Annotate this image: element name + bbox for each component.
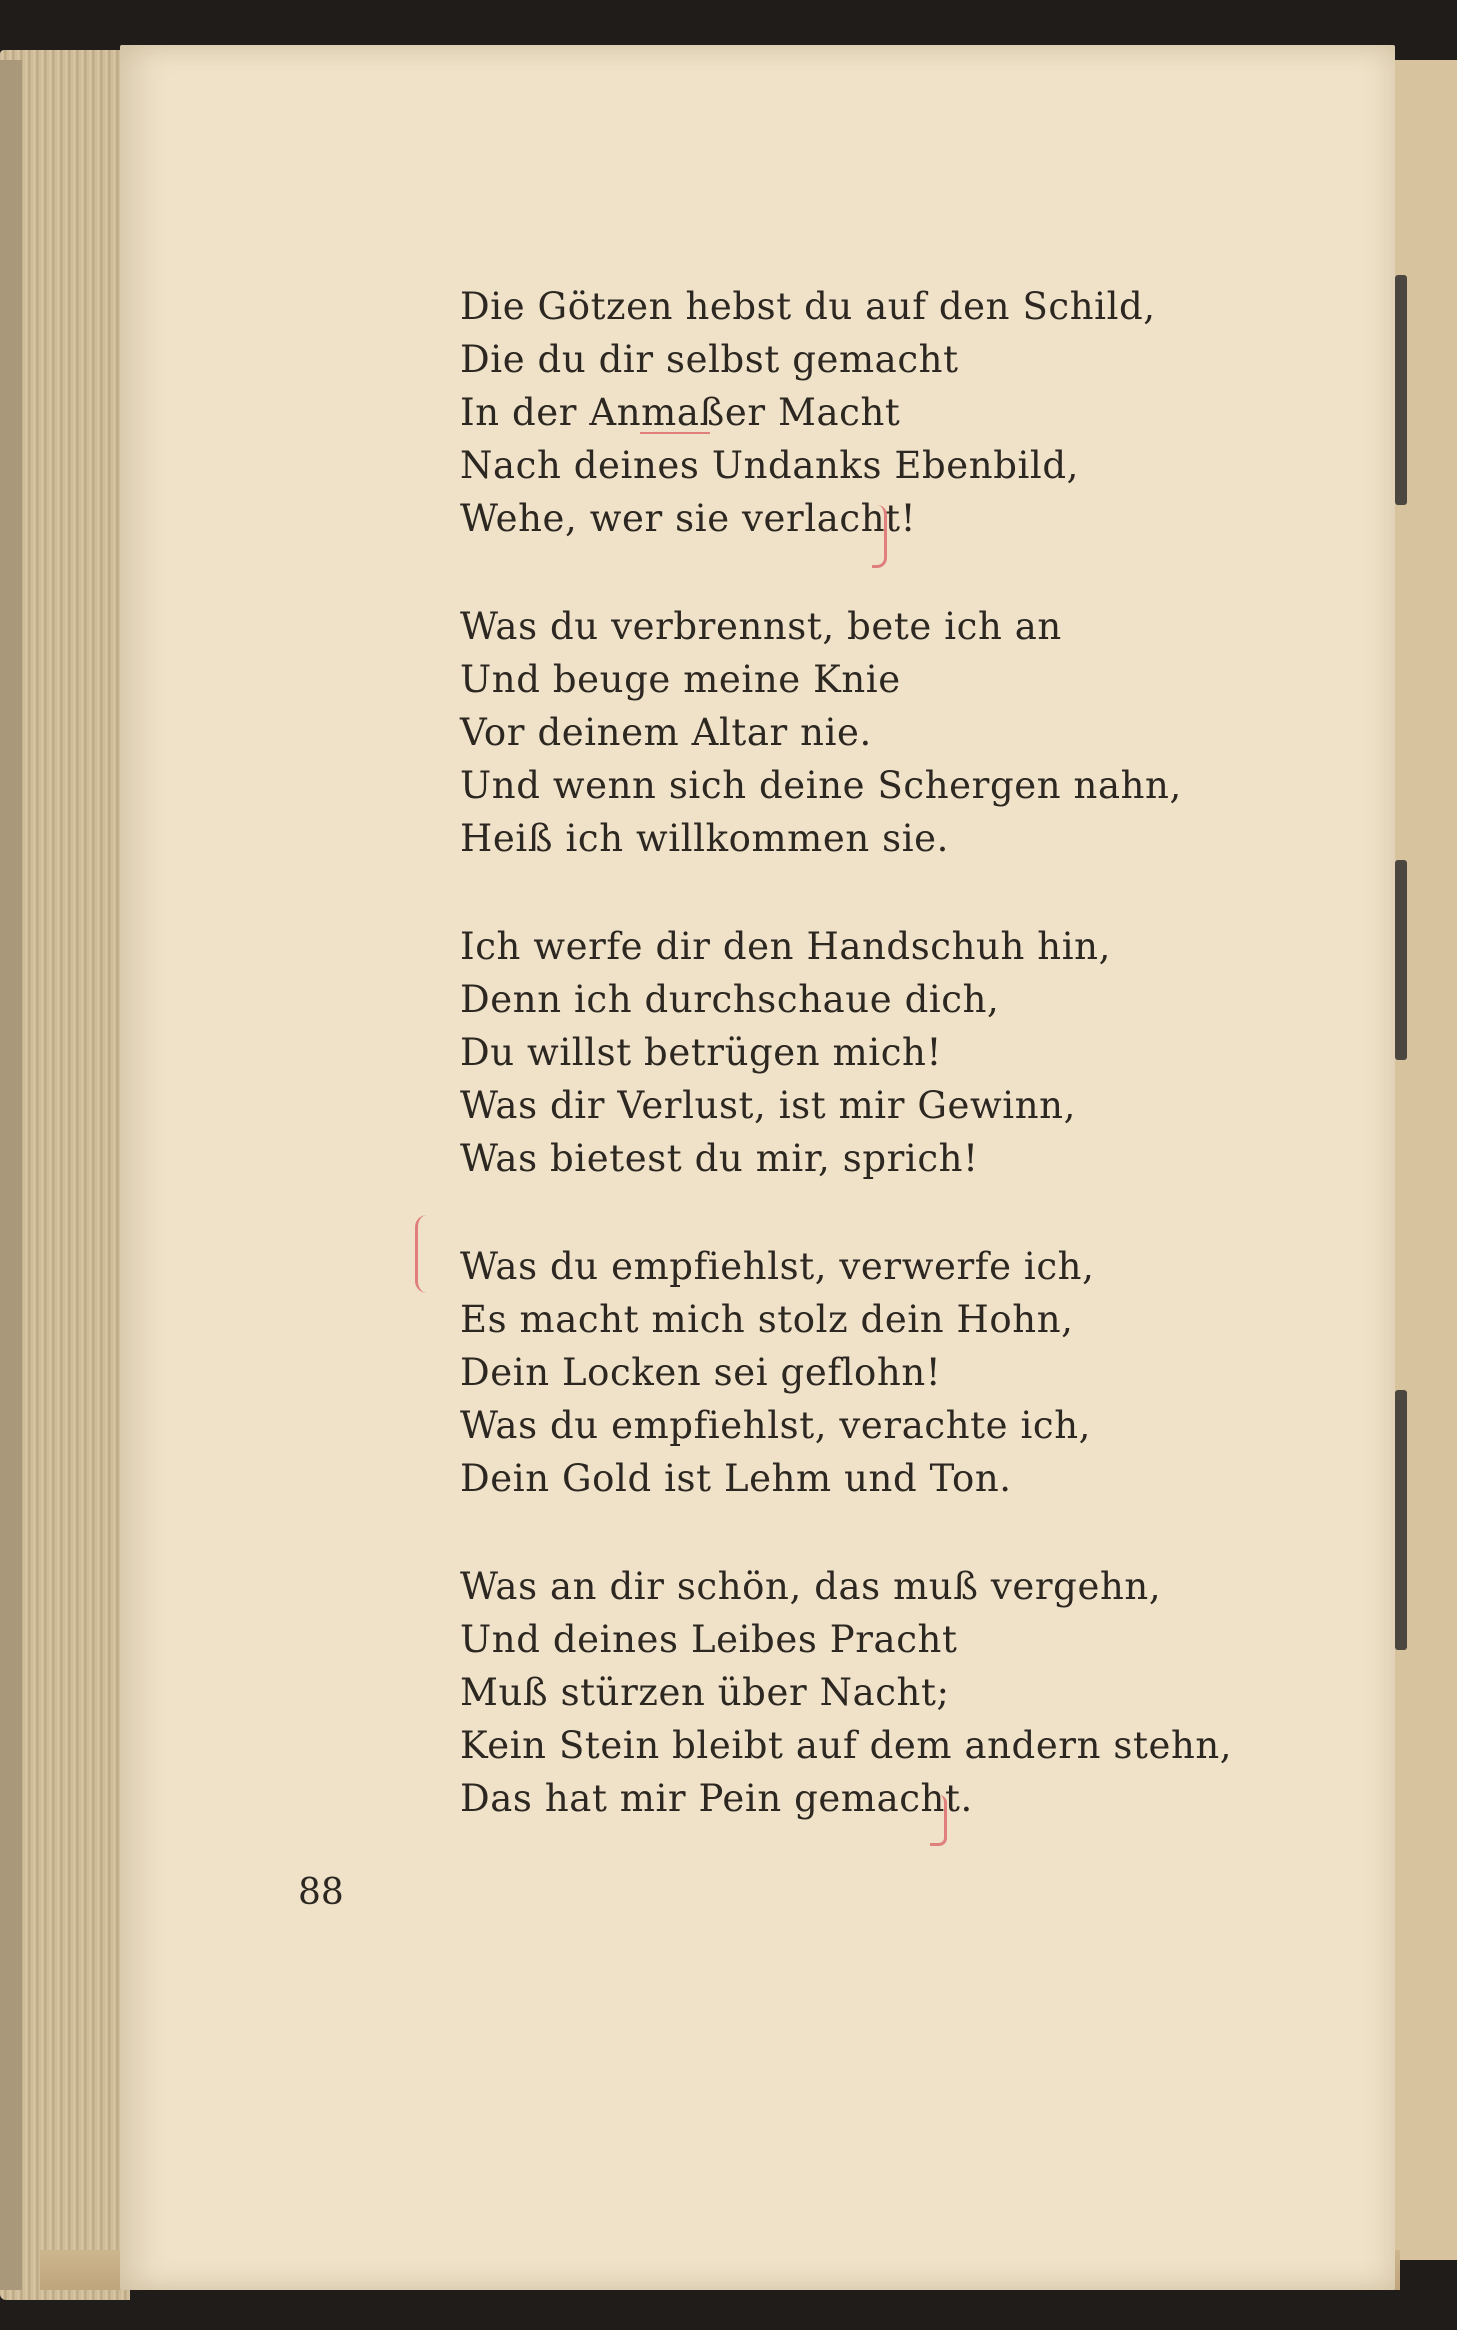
binding-mark (1395, 275, 1407, 505)
poem-line: Wehe, wer sie verlacht! (460, 497, 917, 540)
poem-line: Dein Gold ist Lehm und Ton. (460, 1457, 1012, 1500)
poem-line: Das hat mir Pein gemacht. (460, 1777, 973, 1820)
poem-line: Und deines Leibes Pracht (460, 1618, 958, 1661)
pencil-bracket-mark (930, 1795, 947, 1846)
poem-line: Ich werfe dir den Handschuh hin, (460, 925, 1111, 968)
poem-line: Die Götzen hebst du auf den Schild, (460, 285, 1156, 328)
stanza (460, 600, 1280, 865)
poem-line: Was du empfiehlst, verwerfe ich, (460, 1245, 1095, 1288)
poem-line: Muß stürzen über Nacht; (460, 1671, 950, 1714)
pencil-bracket-mark (415, 1215, 440, 1293)
poem-line: In der Anmaßer Macht (460, 391, 901, 434)
poem-line: Nach deines Undanks Ebenbild, (460, 444, 1080, 487)
poem-line: Es macht mich stolz dein Hohn, (460, 1298, 1074, 1341)
stanza (460, 920, 1280, 1185)
pencil-underline-mark (640, 432, 710, 434)
poem-line: Was du empfiehlst, verachte ich, (460, 1404, 1092, 1447)
poem-line: Und wenn sich deine Schergen nahn, (460, 764, 1182, 807)
stanza (460, 1240, 1280, 1505)
book-spine-shadow (0, 60, 22, 2290)
binding-mark (1395, 1390, 1407, 1650)
stanza (460, 280, 1280, 545)
poem-line: Vor deinem Altar nie. (460, 711, 872, 754)
poem-line: Du willst betrügen mich! (460, 1031, 942, 1074)
poem-line: Kein Stein bleibt auf dem andern stehn, (460, 1724, 1233, 1767)
poem-line: Was an dir schön, das muß vergehn, (460, 1565, 1162, 1608)
binding-mark (1395, 860, 1407, 1060)
poem-line: Die du dir selbst gemacht (460, 338, 959, 381)
stanza (460, 1560, 1280, 1825)
poem-line: Was du verbrennst, bete ich an (460, 605, 1062, 648)
adjacent-page-strip (1387, 60, 1457, 2260)
pencil-bracket-mark (872, 505, 887, 568)
poem-line: Und beuge meine Knie (460, 658, 901, 701)
poem-line: Denn ich durchschaue dich, (460, 978, 1000, 1021)
poem-line: Was dir Verlust, ist mir Gewinn, (460, 1084, 1076, 1127)
poem-line: Was bietest du mir, sprich! (460, 1137, 979, 1180)
poem-text (460, 280, 1280, 1880)
poem-line: Heiß ich willkommen sie. (460, 817, 950, 860)
poem-line: Dein Locken sei geflohn! (460, 1351, 942, 1394)
page-number: 88 (298, 1872, 344, 1913)
